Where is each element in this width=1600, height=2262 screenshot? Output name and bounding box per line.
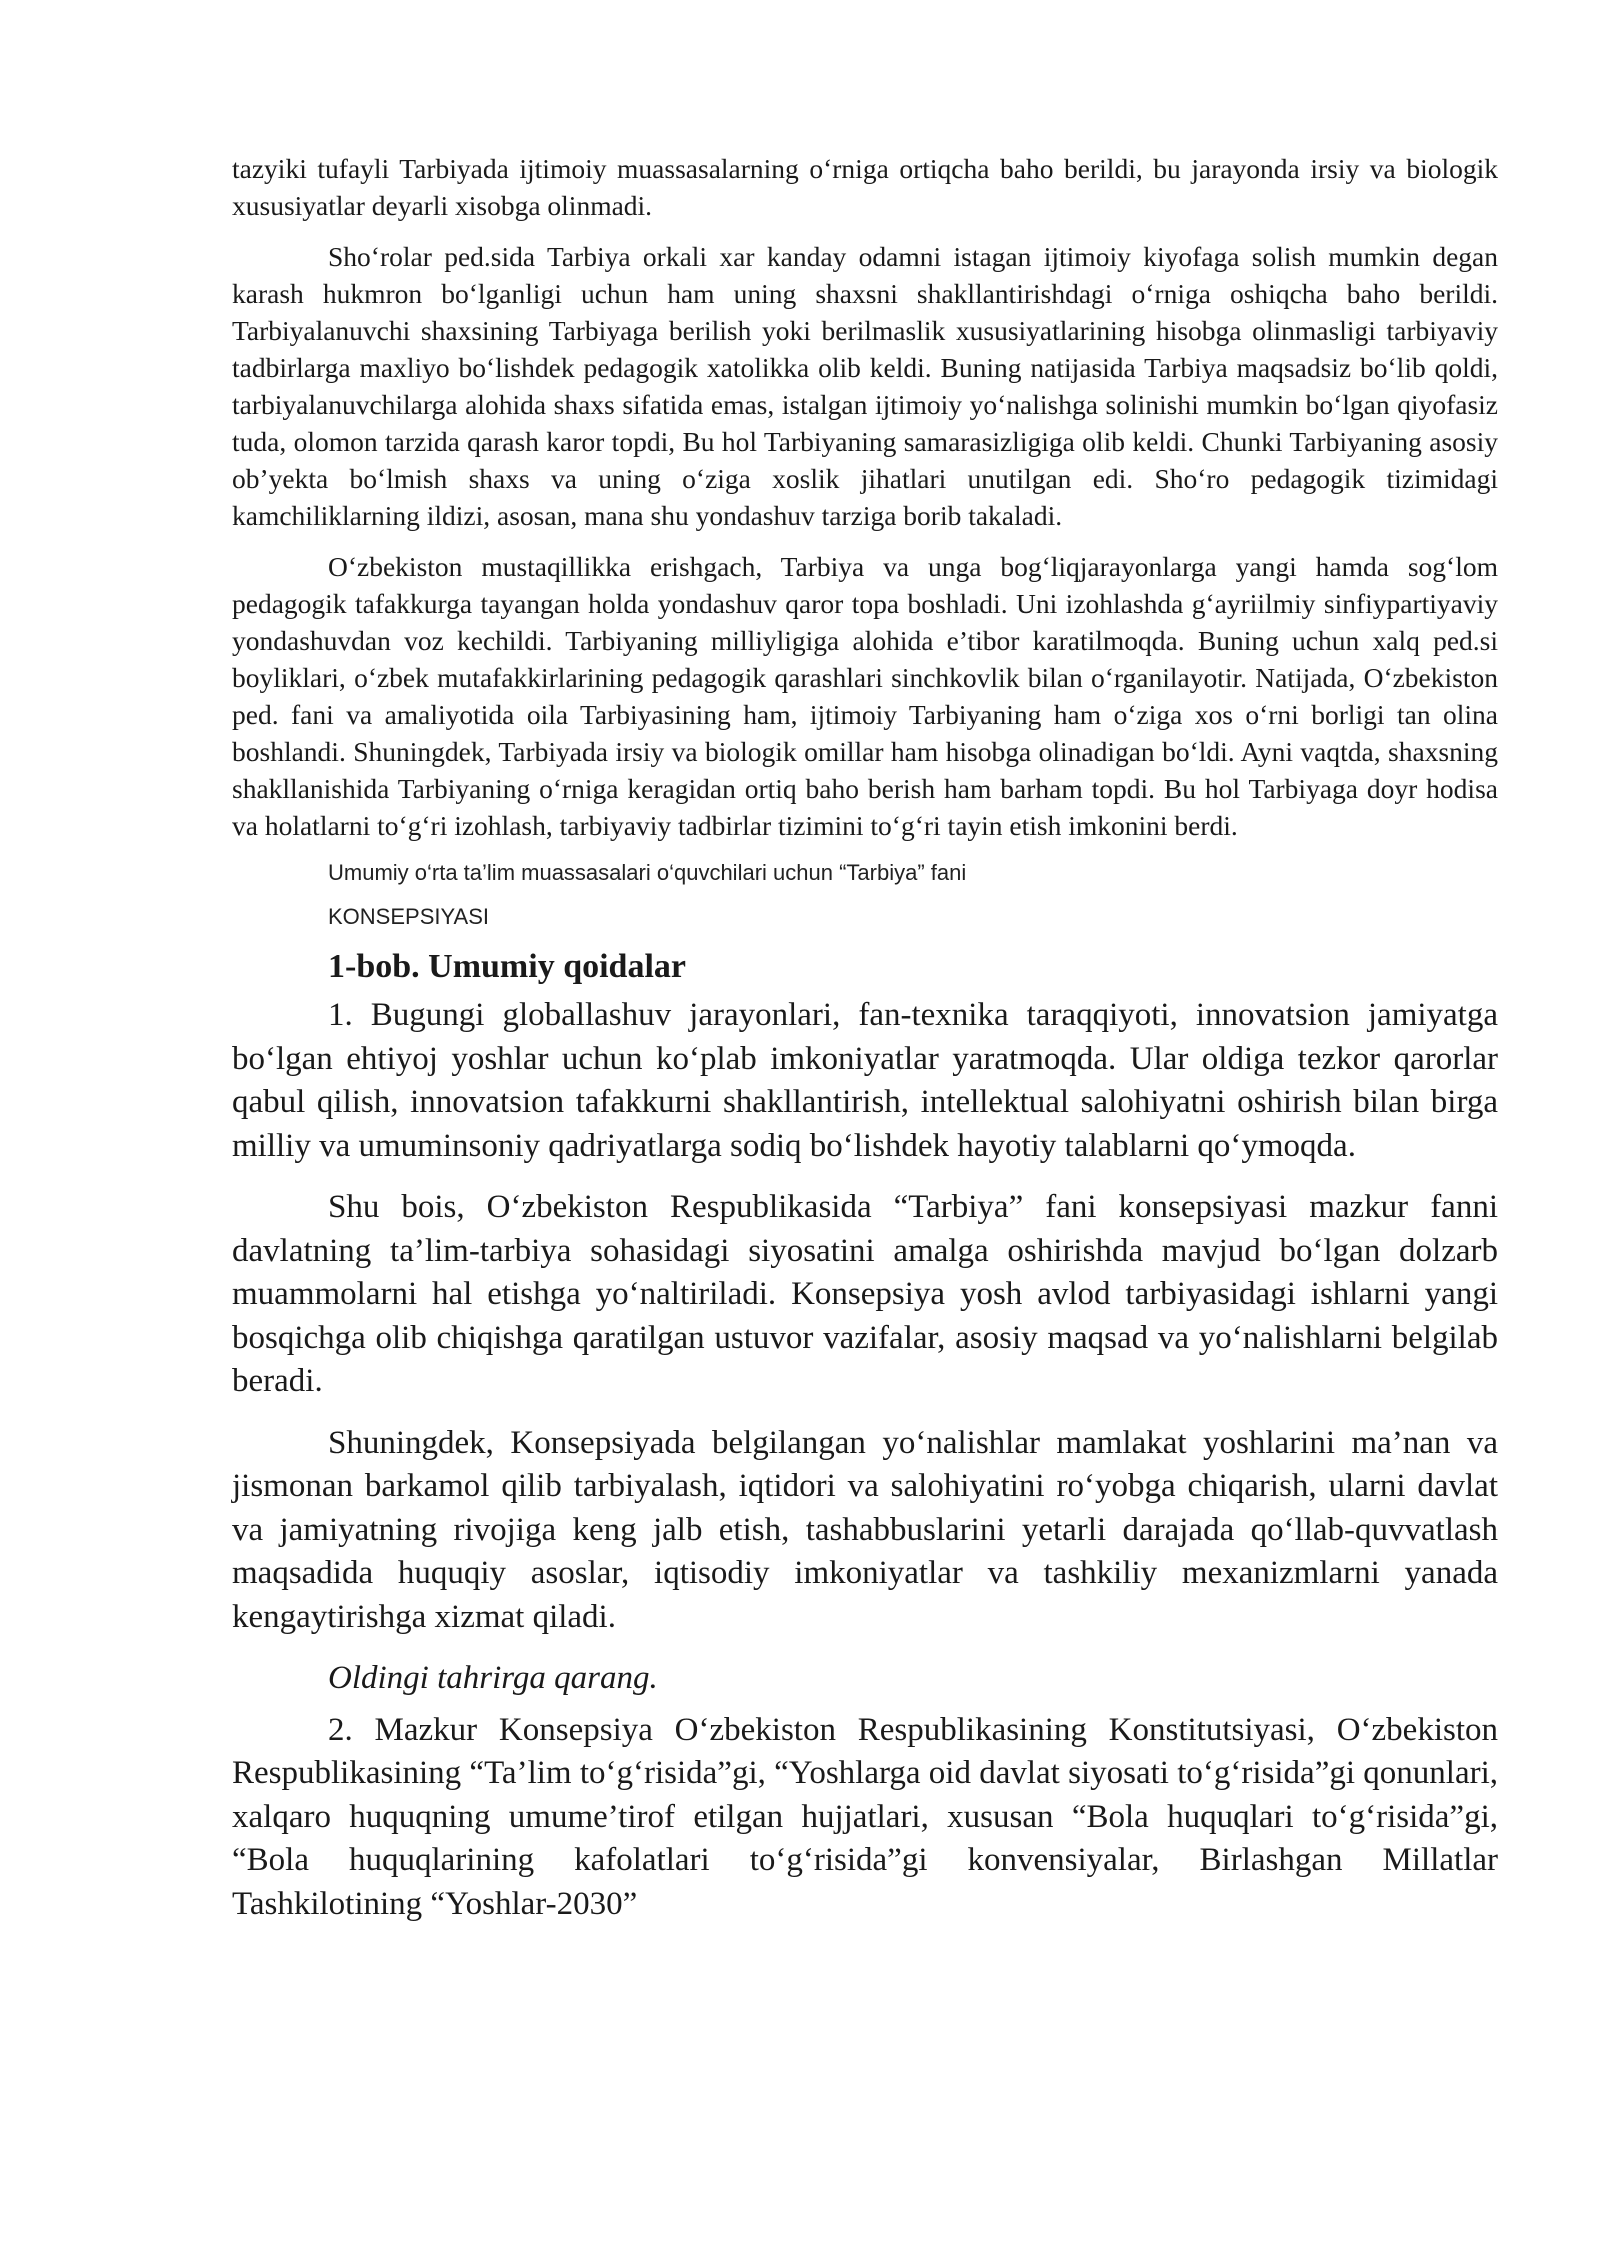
concept-title-line1: Umumiy o‘rta ta’lim muassasalari o‘quvchilari uchun “Tarbiya” fani: [328, 860, 967, 885]
paragraph-item-2: 2. Mazkur Konsepsiya O‘zbekiston Respublikasining Konstitutsiyasi, O‘zbekiston Respublikasining “Ta’lim to‘g‘risida”gi, “Yoshlarga oid davlat siyosati to‘g‘risida”gi qonunlari, xalqaro huquqning umume’tirof etilgan hujjatlari, xususan “Bola huquqlari to‘g‘risida”gi, “Bola huquqlarining kafolatlari to‘g‘risida”gi konvensiyalar, Birlashgan Millatlar Tashkilotining “Yoshlar-2030”: [232, 1711, 1498, 1922]
concept-title-line2: KONSEPSIYASI: [328, 904, 489, 929]
document-page: [232, 150, 1498, 1944]
previous-edition-link[interactable]: Oldingi tahrirga qarang.: [328, 1660, 658, 1696]
paragraph-soviet-pedagogy: Sho‘rolar ped.sida Tarbiya orkali xar kanday odamni istagan ijtimoiy kiyofaga solish mumkin degan karash hukmron bo‘lganligi uchun ham uning shaxsni shakllantirishdagi o‘rniga oshiqcha baho berildi. Tarbiyalanuvchi shaxsining Tarbiyaga berilish yoki berilmaslik xususiyatlarining hisobga olinmasligi tarbiyaviy tadbirlarga maxliyo bo‘lishdek pedagogik xatolikka olib keldi. Buning natijasida Tarbiya maqsadsiz bo‘lib qoldi, tarbiyalanuvchilarga alohida shaxs sifatida emas, istalgan ijtimoiy yo‘nalishga solinishi mumkin bo‘lgan qiyofasiz tuda, olomon tarzida qarash karor topdi, Bu hol Tarbiyaning samarasizligiga olib keldi. Chunki Tarbiyaning asosiy ob’yekta bo‘lmish shaxs va uning o‘ziga xoslik jihatlari unutilgan edi. Sho‘ro pedagogik tizimidagi kamchiliklarning ildizi, asosan, mana shu yondashuv tarziga borib takaladi.: [232, 241, 1498, 531]
paragraph-independence: O‘zbekiston mustaqillikka erishgach, Tarbiya va unga bog‘liqjarayonlarga yangi hamda sog‘lom pedagogik tafakkurga tayangan holda yondashuv qaror topa boshladi. Uni izohlashda g‘ayriilmiy sinfiypartiyaviy yondashuvdan voz kechildi. Tarbiyaning milliyligiga alohida e’tibor karatilmoqda. Buning uchun xalq ped.si boyliklari, o‘zbek mutafakkirlarining pedagogik qarashlari sinchkovlik bilan o‘rganilayotir. Natijada, O‘zbekiston ped. fani va amaliyotida oila Tarbiyasining ham, ijtimoiy Tarbiyaning ham o‘ziga xos o‘rni borligi tan olina boshlandi. Shuningdek, Tarbiyada irsiy va biologik omillar ham hisobga olinadigan bo‘ldi. Ayni vaqtda, shaxsning shakllanishida Tarbiyaning o‘rniga keragidan ortiq baho berish ham barham topdi. Bu hol Tarbiyaga doyr hodisa va holatlarni to‘g‘ri izohlash, tarbiyaviy tadbirlar tizimini to‘g‘ri tayin etish imkonini berdi.: [232, 551, 1498, 841]
paragraph-shu-bois: Shu bois, O‘zbekiston Respublikasida “Tarbiya” fani konsepsiyasi mazkur fanni davlatning ta’lim-tarbiya sohasidagi siyosatini amalga oshirishda mavjud bo‘lgan dolzarb muammolarni hal etishga yo‘naltiriladi. Konsepsiya yosh avlod tarbiyasidagi ishlarni yangi bosqichga olib chiqishga qaratilgan ustuvor vazifalar, asosiy maqsad va yo‘nalishlarni belgilab beradi.: [232, 1189, 1498, 1399]
paragraph-shuningdek: Shuningdek, Konsepsiyada belgilangan yo‘nalishlar mamlakat yoshlarini ma’nan va jismonan barkamol qilib tarbiyalash, iqtidori va salohiyatini ro‘yobga chiqarish, ularni davlat va jamiyatning rivojiga keng jalb etish, tashabbuslarini yetarli darajada qo‘llab-quvvatlash maqsadida huquqiy asoslar, iqtisodiy imkoniyatlar va tashkiliy mexanizmlarni yanada kengaytirishga xizmat qiladi.: [232, 1424, 1498, 1635]
paragraph-item-1: 1. Bugungi globallashuv jarayonlari, fan-texnika taraqqiyoti, innovatsion jamiyatga bo‘lgan ehtiyoj yoshlar uchun ko‘plab imkoniyatlar yaratmoqda. Ular oldiga tezkor qarorlar qabul qilish, innovatsion tafakkurni shakllantirish, intellektual salohiyatni oshirish bilan birga milliy va umuminsoniy qadriyatlarga sodiq bo‘lishdek hayotiy talablarni qo‘ymoqda.: [232, 997, 1498, 1164]
paragraph-intro-continuation: tazyiki tufayli Tarbiyada ijtimoiy muassasalarning o‘rniga ortiqcha baho berildi, bu jarayonda irsiy va biologik xususiyatlar deyarli xisobga olinmadi.: [232, 153, 1498, 221]
chapter-heading: 1-bob. Umumiy qoidalar: [328, 948, 686, 985]
